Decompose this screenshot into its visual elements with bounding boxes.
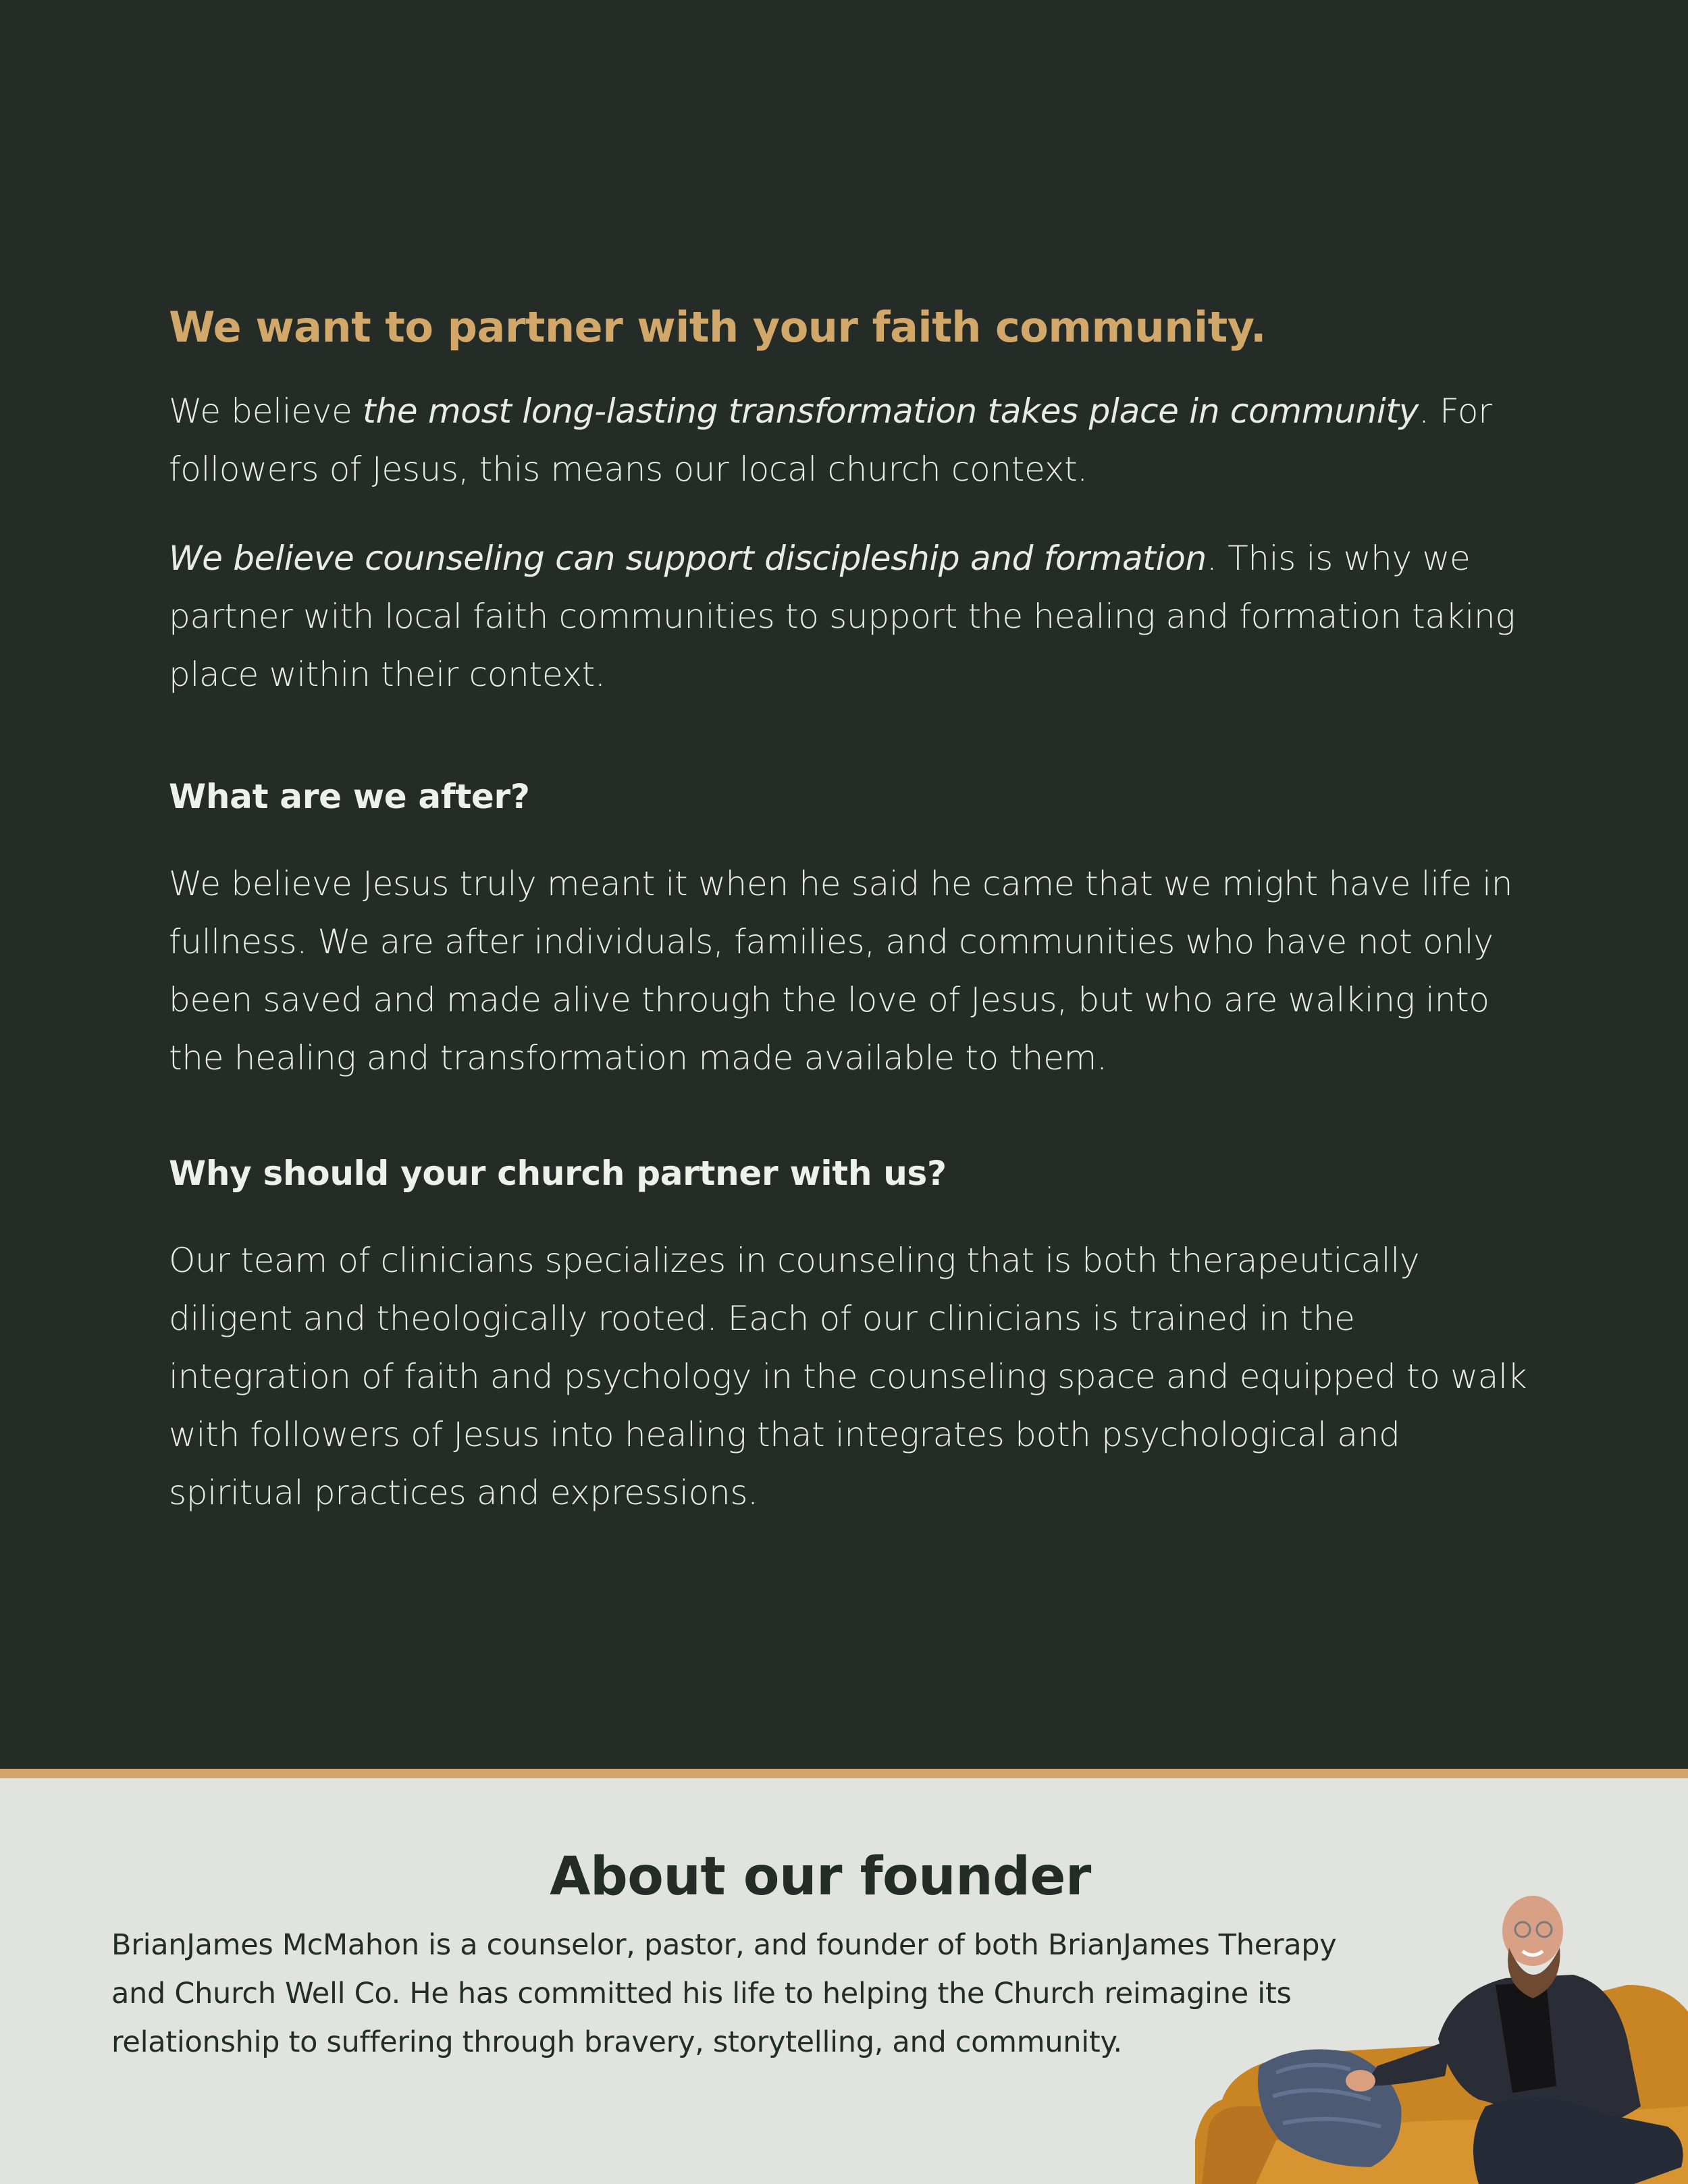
counseling-emphasis: We believe counseling can support discipleship and formation [169, 539, 1207, 578]
counseling-tail: . This is why we partner with local faith communities to support the healing and formation taking place within their context. [169, 539, 1516, 694]
counseling-paragraph [169, 529, 1533, 703]
founder-bio: BrianJames McMahon is a counselor, pastor, and founder of both BrianJames Therapy and Church Well Co. He has committed his life to helping the Church reimagine its relationship to suffering through bravery, storytelling, and community. [111, 1928, 1337, 2059]
community-emphasis: the most long-lasting transformation takes place in community [363, 392, 1419, 431]
gold-divider [0, 1769, 1688, 1778]
founder-title: About our founder [550, 1846, 1091, 1907]
community-tail: . For followers of Jesus, this means our local church context. [169, 392, 1492, 489]
founder-photo [1195, 1884, 1688, 2184]
partner-headline: We want to partner with your faith community. [169, 302, 1267, 352]
partner-content [169, 297, 1533, 1522]
community-lead: We believe [169, 392, 363, 431]
community-paragraph [169, 382, 1533, 498]
why-heading: Why should your church partner with us? [169, 1154, 947, 1193]
after-heading: What are we after? [169, 777, 530, 816]
why-paragraph: Our team of clinicians specializes in counseling that is both therapeutically diligent and theologically rooted. Each of our clinicians is trained in the integration of faith and psychology in the counseling space and equipped to walk with followers of Jesus into healing that integrates both psychological and spiritual practices and expressions. [169, 1241, 1527, 1512]
after-paragraph: We believe Jesus truly meant it when he said he came that we might have life in fullness. We are after individuals, families, and communities who have not only been saved and made alive through the love of Jesus, but who are walking into the healing and transformation made available to them. [169, 864, 1513, 1077]
